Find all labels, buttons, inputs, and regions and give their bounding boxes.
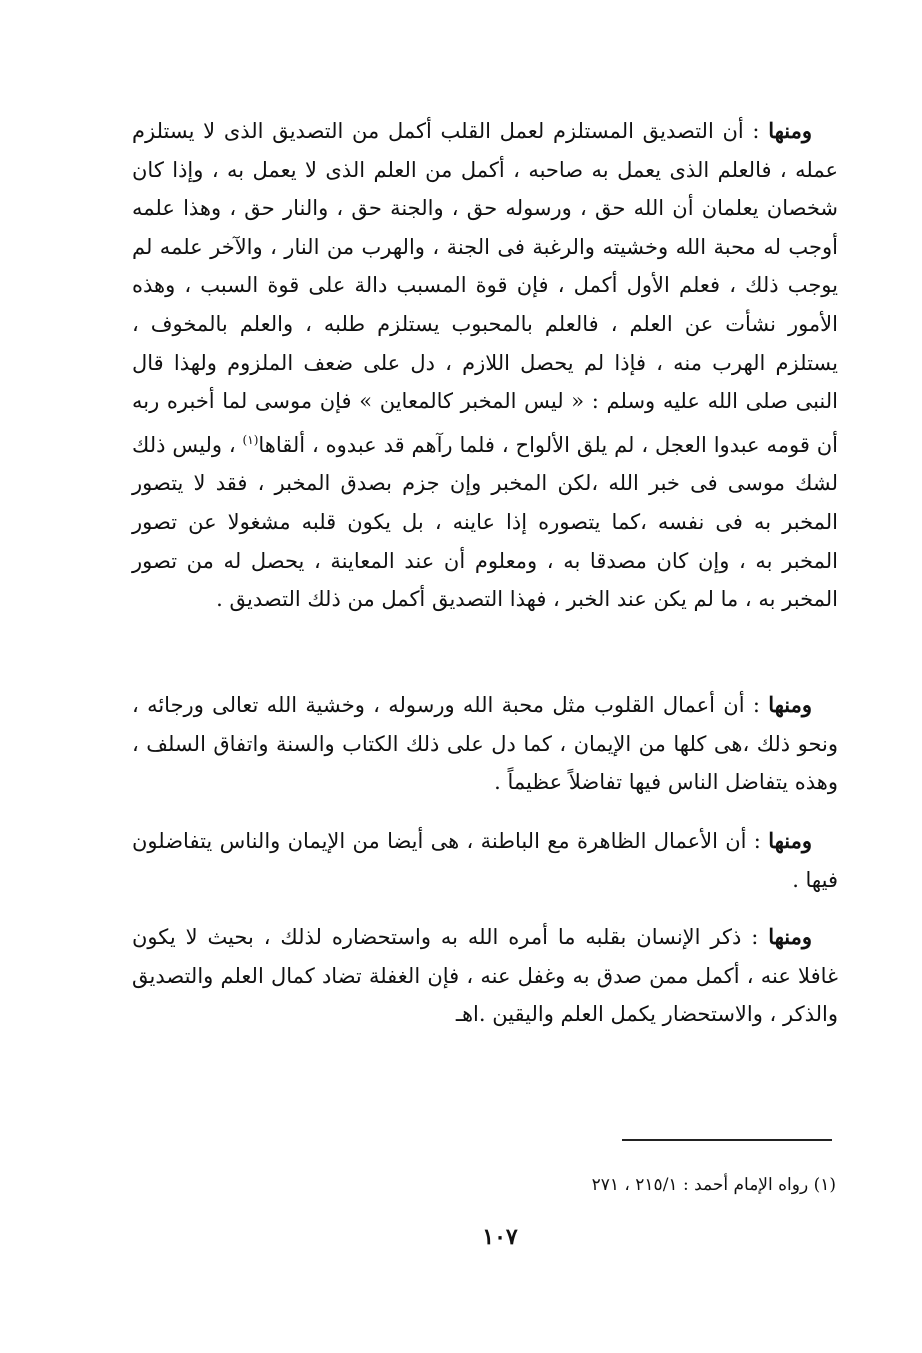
paragraph-3 [132,822,838,899]
page-number: ١٠٧ [482,1224,518,1250]
paragraph-keyword: ومنها [768,924,812,949]
paragraph-4 [132,918,838,1034]
paragraph-keyword: ومنها [768,828,812,853]
paragraph-text: : أن الأعمال الظاهرة مع الباطنة ، هى أيضا من الإيمان والناس يتفاضلون فيها . [132,829,838,892]
paragraph-keyword: ومنها [768,692,812,717]
footnote-divider [622,1139,832,1141]
footnote-reference[interactable]: (١) [242,432,259,447]
paragraph-text-continued: ، وليس ذلك لشك موسى فى خبر الله ،لكن المخبر وإن جزم بصدق المخبر ، فقد لا يتصور المخبر به فى نفسه ،كما يتصوره إذا عاينه ، بل يكون قلبه مشغولا عن تصور المخبر به ، وإن كان مصدقا به ، ومعلوم أن عند المعاينة ، يحصل له من تصور المخبر به ، ما لم يكن عند الخبر ، فهذا التصديق أكمل من ذلك التصديق . [132,432,838,612]
paragraph-text: : أن التصديق المستلزم لعمل القلب أكمل من التصديق الذى لا يستلزم عمله ، فالعلم الذى يعمل به صاحبه ، أكمل من العلم الذى لا يعمل به ، وإذا كان شخصان يعلمان أن الله حق ، ورسوله حق ، والجنة حق ، والنار حق ، وهذا علمه أوجب له محبة الله وخشيته والرغبة فى الجنة ، والهرب من النار ، والآخر علمه لم يوجب ذلك ، فعلم الأول أكمل ، فإن قوة المسبب دالة على قوة السبب ، وهذه الأمور نشأت عن العلم ، فالعلم بالمحبوب يستلزم طلبه ، والعلم بالمخوف ، يستلزم الهرب منه ، فإذا لم يحصل اللازم ، دل على ضعف الملزوم ولهذا قال النبى صلى الله عليه وسلم : « ليس المخبر كالمعاين » فإن موسى لما أخبره ربه أن قومه عبدوا العجل ، لم يلق الألواح ، فلما رآهم قد عبدوه ، ألقاها [132,119,838,457]
footnote-number: (١) [813,1175,836,1195]
paragraph-keyword: ومنها [768,118,812,143]
paragraph-text: : ذكر الإنسان بقلبه ما أمره الله به واستحضاره لذلك ، بحيث لا يكون غافلا عنه ، أكمل ممن صدق به وغفل عنه ، فإن الغفلة تضاد كمال العلم والتصديق والذكر ، والاستحضار يكمل العلم واليقين .اهـ [132,925,838,1027]
paragraph-2 [132,686,838,802]
paragraph-text: : أن أعمال القلوب مثل محبة الله ورسوله ، وخشية الله تعالى ورجائه ، ونحو ذلك ،هى كلها من الإيمان ، كما دل على ذلك الكتاب والسنة واتفاق السلف ، وهذه يتفاضل الناس فيها تفاضلاً عظيماً . [132,693,838,795]
footnote [400,1172,836,1198]
paragraph-1 [132,112,838,619]
footnote-text: رواه الإمام أحمد : ٢١٥/١ ، ٢٧١ [591,1175,809,1195]
